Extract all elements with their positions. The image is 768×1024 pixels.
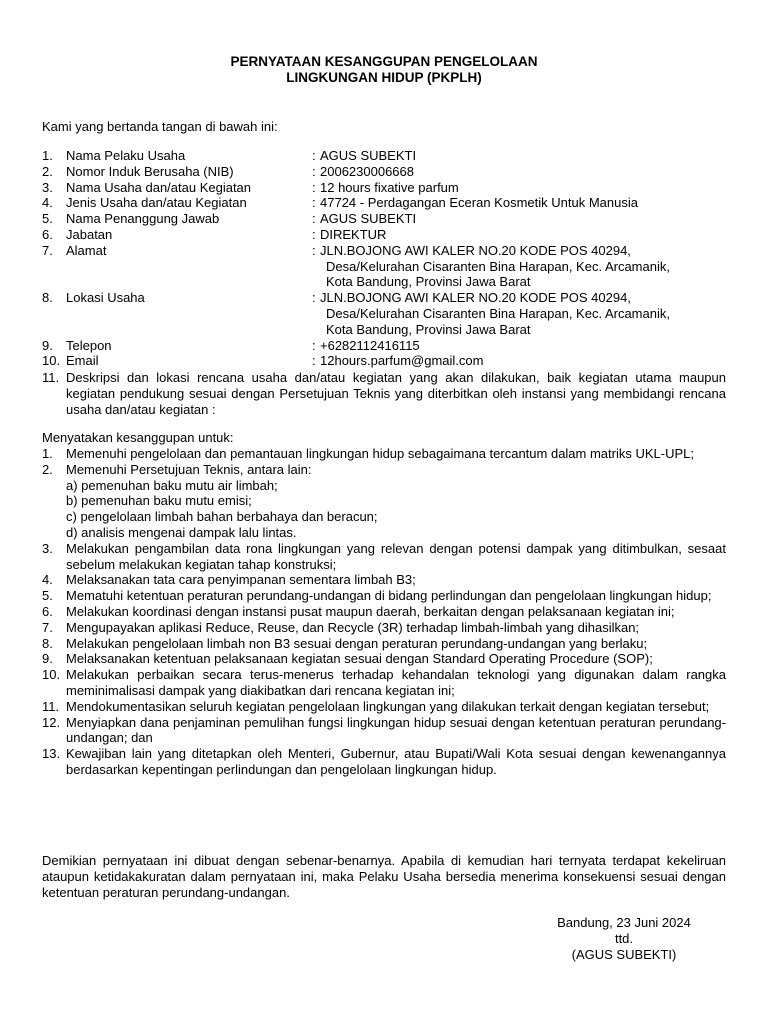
obligation-item	[42, 446, 726, 462]
obligation-item	[42, 604, 726, 620]
identity-number: 3.	[42, 179, 53, 195]
identity-label: Lokasi Usaha	[66, 290, 145, 306]
obligation-body	[66, 604, 726, 620]
identity-value	[320, 290, 732, 337]
identity-number: 6.	[42, 226, 53, 242]
identity-value	[320, 211, 732, 227]
identity-number: 2.	[42, 163, 53, 179]
identity-value-line: 47724 - Perdagangan Eceran Kosmetik Untuk Manusia	[320, 195, 638, 211]
identity-separator: :	[312, 242, 316, 258]
obligation-body	[66, 462, 726, 541]
obligation-text: Melaksanakan tata cara penyimpanan sementara limbah B3;	[66, 572, 416, 588]
obligation-number: 9.	[42, 651, 53, 667]
obligation-item	[42, 667, 726, 699]
obligation-subitem: c) pengelolaan limbah bahan berbahaya dan beracun;	[66, 509, 378, 525]
obligation-body	[66, 715, 726, 747]
identity-separator: :	[312, 337, 316, 353]
identity-value-line: AGUS SUBEKTI	[320, 211, 417, 227]
description-number: 11.	[42, 370, 60, 385]
title-line-2: LINGKUNGAN HIDUP (PKPLH)	[286, 70, 482, 85]
identity-value-line: +6282112416115	[320, 337, 420, 353]
identity-label: Jenis Usaha dan/atau Kegiatan	[66, 195, 247, 211]
obligation-body	[66, 636, 726, 652]
identity-row	[42, 338, 732, 354]
obligation-body	[66, 651, 726, 667]
obligation-number: 4.	[42, 572, 53, 588]
identity-label: Nomor Induk Berusaha (NIB)	[66, 163, 234, 179]
obligation-text: Mematuhi ketentuan peraturan perundang-undangan di bidang perlindungan dan pengelolaan lingkungan hidup;	[66, 588, 712, 604]
obligation-item	[42, 651, 726, 667]
obligation-body	[66, 667, 726, 699]
obligation-text: Mengupayakan aplikasi Reduce, Reuse, dan Recycle (3R) terhadap limbah-limbah yang dihasilkan;	[66, 619, 640, 635]
obligation-number: 11.	[42, 698, 60, 714]
obligation-text: Kewajiban lain yang ditetapkan oleh Menteri, Gubernur, atau Bupati/Wali Kota sesuai dengan kewenangannya berdasarkan kepentingan perlindungan dan pengelolaan lingkungan hidup.	[66, 746, 726, 777]
identity-label: Nama Pelaku Usaha	[66, 148, 186, 163]
obligation-item	[42, 541, 726, 573]
identity-list	[42, 148, 732, 369]
closing-paragraph: Demikian pernyataan ini dibuat dengan sebenar-benarnya. Apabila di kemudian hari ternyata terdapat kekeliruan ataupun ketidakakuratan dalam pernyataan ini, maka Pelaku Usaha bersedia menerima konsekuensi sesuai dengan ketentuan peraturan perundang-undangan.	[42, 853, 726, 900]
identity-number: 9.	[42, 337, 53, 353]
obligation-item	[42, 588, 726, 604]
identity-label: Email	[66, 353, 99, 369]
obligation-item	[42, 636, 726, 652]
identity-separator: :	[312, 226, 316, 242]
obligations-list	[42, 446, 726, 778]
identity-value	[320, 227, 732, 243]
obligation-number: 6.	[42, 603, 53, 619]
obligation-item	[42, 620, 726, 636]
identity-value	[320, 353, 732, 369]
identity-value-line: Desa/Kelurahan Cisaranten Bina Harapan, Kec. Arcamanik,	[326, 258, 670, 274]
identity-number: 1.	[42, 148, 53, 163]
obligation-body	[66, 572, 726, 588]
identity-value-line: JLN.BOJONG AWI KALER NO.20 KODE POS 40294,	[320, 242, 631, 258]
obligation-body	[66, 541, 726, 573]
identity-separator: :	[312, 353, 316, 369]
identity-value-line: Desa/Kelurahan Cisaranten Bina Harapan, Kec. Arcamanik,	[326, 305, 670, 321]
obligation-text: Melakukan pengelolaan limbah non B3 sesuai dengan peraturan perundang-undangan yang berlaku;	[66, 635, 648, 651]
obligation-number: 3.	[42, 540, 53, 556]
identity-label: Nama Usaha dan/atau Kegiatan	[66, 179, 252, 195]
description-item	[42, 370, 726, 417]
signature-place-date: Bandung, 23 Juni 2024	[557, 915, 691, 930]
title-line-1: PERNYATAAN KESANGGUPAN PENGELOLAAN	[230, 54, 538, 69]
identity-value-line: AGUS SUBEKTI	[320, 148, 417, 163]
obligation-body	[66, 699, 726, 715]
identity-label: Telepon	[66, 337, 112, 353]
identity-row	[42, 290, 732, 337]
obligation-subitem: d) analisis mengenai dampak lalu lintas.	[66, 524, 297, 540]
obligation-subitem: b) pemenuhan baku mutu emisi;	[66, 493, 252, 509]
identity-value	[320, 180, 732, 196]
identity-value-line: 2006230006668	[320, 163, 414, 179]
identity-label: Jabatan	[66, 226, 113, 242]
identity-separator: :	[312, 211, 316, 227]
identity-row	[42, 164, 732, 180]
document-title	[0, 54, 768, 86]
obligation-number: 10.	[42, 667, 61, 683]
identity-value	[320, 243, 732, 290]
identity-number: 8.	[42, 290, 53, 306]
signature-block	[520, 915, 728, 962]
identity-value-line: JLN.BOJONG AWI KALER NO.20 KODE POS 40294,	[320, 290, 631, 306]
identity-value-line: Kota Bandung, Provinsi Jawa Barat	[326, 274, 531, 290]
obligation-item	[42, 715, 726, 747]
identity-separator: :	[312, 148, 316, 163]
obligation-item	[42, 746, 726, 778]
identity-value-line: 12hours.parfum@gmail.com	[320, 353, 484, 369]
identity-value	[320, 338, 732, 354]
signature-name: (AGUS SUBEKTI)	[571, 946, 677, 962]
description-text: Deskripsi dan lokasi rencana usaha dan/atau kegiatan yang akan dilakukan, baik kegiatan utama maupun kegiatan pendukung sesuai dengan Persetujuan Teknis yang diterbitkan oleh instansi yang membidangi rencana usaha dan/atau kegiatan :	[66, 370, 726, 417]
identity-separator: :	[312, 163, 316, 179]
identity-separator: :	[312, 290, 316, 306]
obligation-body	[66, 588, 726, 604]
identity-value	[320, 195, 732, 211]
identity-row	[42, 227, 732, 243]
identity-number: 5.	[42, 211, 53, 227]
identity-separator: :	[312, 195, 316, 211]
signature-signed: ttd.	[614, 930, 634, 946]
identity-value-line: DIREKTUR	[320, 226, 387, 242]
obligation-number: 7.	[42, 619, 53, 635]
identity-row	[42, 353, 732, 369]
identity-row	[42, 211, 732, 227]
obligation-text: Melakukan pengambilan data rona lingkungan yang relevan dengan potensi dampak yang ditimbulkan, sesaat sebelum melakukan kegiatan tahap konstruksi;	[66, 540, 726, 572]
obligation-item	[42, 699, 726, 715]
obligation-number: 1.	[42, 446, 53, 461]
identity-row	[42, 148, 732, 164]
obligation-number: 5.	[42, 588, 53, 604]
identity-value	[320, 164, 732, 180]
obligation-text: Melaksanakan ketentuan pelaksanaan kegiatan sesuai dengan Standard Operating Procedure (SOP);	[66, 651, 653, 667]
identity-separator: :	[312, 179, 316, 195]
obligation-body	[66, 620, 726, 636]
obligation-body	[66, 746, 726, 778]
obligation-number: 2.	[42, 461, 53, 477]
identity-row	[42, 195, 732, 211]
identity-number: 10.	[42, 353, 61, 369]
identity-number: 4.	[42, 195, 53, 211]
obligation-text: Menyiapkan dana penjaminan pemulihan fungsi lingkungan hidup sesuai dengan ketentuan peraturan perundang-undangan; dan	[66, 714, 726, 746]
intro-text: Kami yang bertanda tangan di bawah ini:	[42, 119, 278, 134]
obligation-text: Memenuhi Persetujuan Teknis, antara lain:	[66, 461, 312, 477]
obligation-number: 13.	[42, 746, 61, 762]
obligation-text: Melakukan koordinasi dengan instansi pusat maupun daerah, berkaitan dengan pelaksanaan kegiatan ini;	[66, 603, 675, 619]
obligation-item	[42, 462, 726, 541]
obligation-body	[66, 446, 726, 462]
identity-value	[320, 148, 732, 164]
obligation-text: Memenuhi pengelolaan dan pemantauan lingkungan hidup sebagaimana tercantum dalam matriks UKL-UPL;	[66, 446, 694, 461]
identity-label: Alamat	[66, 242, 107, 258]
obligation-number: 12.	[42, 714, 61, 730]
obligation-item	[42, 572, 726, 588]
identity-label: Nama Penanggung Jawab	[66, 211, 220, 227]
identity-row	[42, 180, 732, 196]
obligation-text: Mendokumentasikan seluruh kegiatan pengelolaan lingkungan yang dilakukan terkait dengan kegiatan tersebut;	[66, 698, 710, 714]
obligation-subitem: a) pemenuhan baku mutu air limbah;	[66, 477, 278, 493]
identity-value-line: Kota Bandung, Provinsi Jawa Barat	[326, 321, 531, 337]
identity-number: 7.	[42, 242, 53, 258]
identity-value-line: 12 hours fixative parfum	[320, 179, 459, 195]
obligation-number: 8.	[42, 635, 53, 651]
identity-row	[42, 243, 732, 290]
obligation-text: Melakukan perbaikan secara terus-menerus terhadap kehandalan teknologi yang digunakan dalam rangka meminimalisasi dampak yang diakibatkan dari rencana kegiatan ini;	[66, 667, 726, 698]
statement-heading: Menyatakan kesanggupan untuk:	[42, 430, 234, 445]
